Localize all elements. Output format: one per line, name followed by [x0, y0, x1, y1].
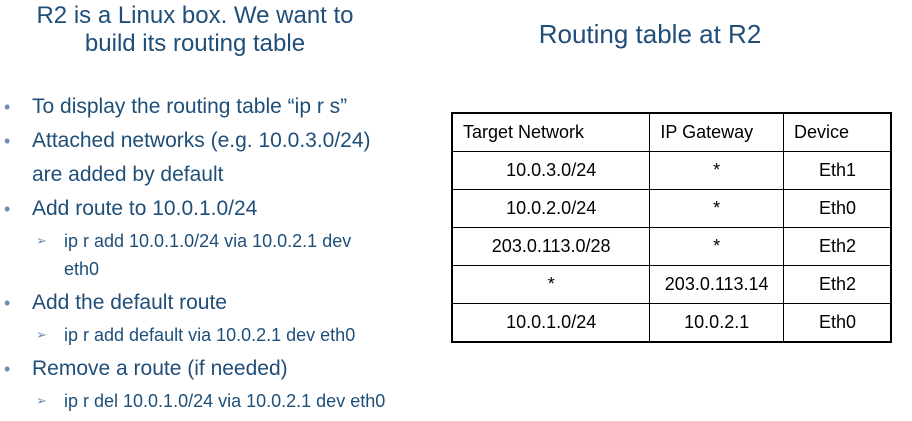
- bullet-dot-icon: •: [4, 359, 11, 379]
- bullet-item: [0, 90, 450, 124]
- bullet-item: [0, 286, 450, 320]
- table-header-row: [452, 113, 891, 152]
- cell-device: Eth0: [783, 304, 891, 343]
- header-device: Device: [783, 113, 891, 152]
- slide-title-line-2: build its routing table: [84, 30, 306, 57]
- bullet-text: To display the routing table “ip r s”: [32, 95, 348, 118]
- routing-table-title: Routing table at R2: [538, 19, 762, 49]
- bullet-item: [0, 352, 450, 386]
- cell-ip-gateway: 10.0.2.1: [650, 304, 784, 343]
- bullet-text: Remove a route (if needed): [32, 357, 288, 380]
- cell-target-network: 203.0.113.0/28: [452, 228, 650, 266]
- cell-device: Eth0: [783, 190, 891, 228]
- header-ip-gateway: IP Gateway: [650, 113, 784, 152]
- table-row: [452, 228, 891, 266]
- bullet-dot-icon: •: [4, 97, 11, 117]
- bullet-item: [0, 192, 450, 226]
- bullet-text-line-2: are added by default: [32, 163, 224, 186]
- cell-device: Eth1: [783, 152, 891, 190]
- table-row: [452, 304, 891, 343]
- slide-title: [0, 2, 390, 58]
- table-row: [452, 152, 891, 190]
- routing-table: [451, 112, 892, 343]
- bullet-text-line-1: Attached networks (e.g. 10.0.3.0/24): [32, 129, 371, 152]
- sub-bullet-item: [0, 321, 450, 349]
- slide-title-line-1: R2 is a Linux box. We want to: [36, 2, 354, 29]
- bullet-dot-icon: •: [4, 199, 11, 219]
- bullet-item: [0, 124, 450, 192]
- cell-ip-gateway: *: [650, 152, 784, 190]
- sub-bullet-text-line-2: eth0: [64, 259, 100, 279]
- cell-target-network: 10.0.3.0/24: [452, 152, 650, 190]
- header-target-network: Target Network: [452, 113, 650, 152]
- sub-bullet-item: [0, 387, 450, 415]
- cell-device: Eth2: [783, 228, 891, 266]
- bullet-text: Add the default route: [32, 291, 227, 314]
- cell-device: Eth2: [783, 266, 891, 304]
- bullet-dot-icon: •: [4, 131, 11, 151]
- bullet-list: [0, 90, 450, 418]
- cell-ip-gateway: *: [650, 190, 784, 228]
- cell-target-network: 10.0.1.0/24: [452, 304, 650, 343]
- arrow-bullet-icon: ➢: [36, 393, 47, 408]
- table-row: [452, 190, 891, 228]
- sub-bullet-item: [0, 227, 450, 283]
- arrow-bullet-icon: ➢: [36, 327, 47, 342]
- cell-target-network: *: [452, 266, 650, 304]
- cell-target-network: 10.0.2.0/24: [452, 190, 650, 228]
- table-row: [452, 266, 891, 304]
- bullet-text: Add route to 10.0.1.0/24: [32, 197, 258, 220]
- bullet-dot-icon: •: [4, 293, 11, 313]
- sub-bullet-text: ip r del 10.0.1.0/24 via 10.0.2.1 dev eth0: [64, 391, 386, 411]
- sub-bullet-text-line-1: ip r add 10.0.1.0/24 via 10.0.2.1 dev: [64, 231, 352, 251]
- arrow-bullet-icon: ➢: [36, 233, 47, 248]
- cell-ip-gateway: *: [650, 228, 784, 266]
- cell-ip-gateway: 203.0.113.14: [650, 266, 784, 304]
- sub-bullet-text: ip r add default via 10.0.2.1 dev eth0: [64, 325, 356, 345]
